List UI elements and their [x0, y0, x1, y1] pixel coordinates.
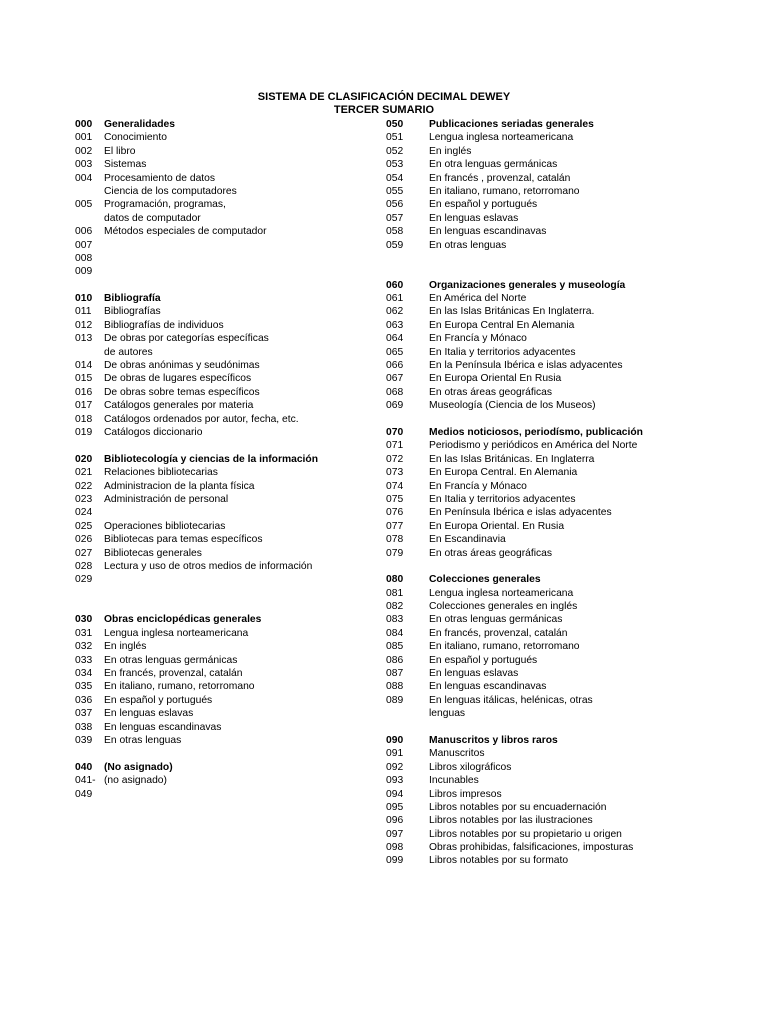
dewey-description: En Italia y territorios adyacentes: [429, 493, 576, 505]
dewey-description: En italiano, rumano, retorromano: [429, 185, 580, 197]
dewey-description: Libros xilográficos: [429, 761, 512, 773]
dewey-code: 004: [75, 172, 93, 184]
dewey-description: En Europa Oriental. En Rusia: [429, 520, 565, 532]
dewey-code: 041-: [75, 775, 96, 787]
dewey-description: Libros impresos: [429, 788, 502, 800]
dewey-description: Bibliografía: [104, 293, 161, 305]
dewey-code: 005: [75, 199, 93, 211]
dewey-code: 096: [386, 815, 404, 827]
dewey-code: 058: [386, 226, 404, 238]
dewey-description: Bibliografías: [104, 306, 161, 318]
dewey-description: En otras áreas geográficas: [429, 386, 553, 398]
dewey-code: 027: [75, 547, 93, 559]
dewey-code: 062: [386, 306, 404, 318]
dewey-code: 022: [75, 480, 93, 492]
dewey-code: 099: [386, 855, 404, 867]
dewey-description: En español y portugués: [104, 694, 213, 706]
dewey-code: 040: [75, 761, 93, 773]
dewey-code: 023: [75, 493, 93, 505]
dewey-description: Bibliotecas para temas específicos: [104, 534, 263, 546]
dewey-code: 063: [386, 319, 404, 331]
dewey-code: 018: [75, 413, 93, 425]
dewey-code: 031: [75, 627, 93, 639]
dewey-description: Periodismo y periódicos en América del Norte: [429, 440, 638, 452]
dewey-description: de autores: [104, 346, 153, 358]
dewey-description: (No asignado): [104, 761, 173, 773]
dewey-code: 011: [75, 306, 92, 318]
dewey-code: 088: [386, 681, 404, 693]
dewey-code: 051: [386, 132, 404, 144]
dewey-code: 034: [75, 668, 93, 680]
dewey-code: 015: [75, 373, 93, 385]
dewey-description: En otras lenguas: [104, 734, 182, 746]
dewey-code: 009: [75, 266, 93, 278]
dewey-code: 080: [386, 574, 404, 586]
dewey-code: 014: [75, 360, 93, 372]
dewey-description: Museología (Ciencia de los Museos): [429, 400, 596, 412]
dewey-code: 059: [386, 239, 404, 251]
dewey-description: Bibliotecas generales: [104, 547, 202, 559]
dewey-description: En italiano, rumano, retorromano: [104, 681, 255, 693]
dewey-description: De obras por categorías específicas: [104, 333, 269, 345]
dewey-code: 085: [386, 641, 404, 653]
dewey-description: Libros notables por su propietario u origen: [429, 828, 622, 840]
dewey-code: 065: [386, 346, 404, 358]
dewey-code: 038: [75, 721, 93, 733]
dewey-code: 029: [75, 574, 93, 586]
dewey-code: 037: [75, 708, 93, 720]
dewey-code: 026: [75, 534, 93, 546]
dewey-description: En inglés: [429, 145, 472, 157]
dewey-code: 008: [75, 252, 93, 264]
dewey-code: 084: [386, 627, 404, 639]
dewey-description: Medios noticiosos, periodísmo, publicación: [429, 426, 643, 438]
dewey-code: 010: [75, 293, 93, 305]
dewey-code: 076: [386, 507, 404, 519]
dewey-code: 095: [386, 801, 404, 813]
dewey-code: 003: [75, 159, 93, 171]
dewey-code: 020: [75, 453, 93, 465]
dewey-code: 068: [386, 386, 404, 398]
dewey-code: 064: [386, 333, 404, 345]
dewey-description: En lenguas eslavas: [104, 708, 194, 720]
dewey-description: De obras sobre temas específicos: [104, 386, 260, 398]
dewey-description: En América del Norte: [429, 293, 527, 305]
dewey-code: 089: [386, 694, 404, 706]
dewey-code: 006: [75, 226, 93, 238]
dewey-code: 091: [386, 748, 404, 760]
dewey-description: En lenguas eslavas: [429, 212, 519, 224]
dewey-description: Lengua inglesa norteamericana: [104, 627, 249, 639]
dewey-code: 093: [386, 775, 404, 787]
dewey-description: Lengua inglesa norteamericana: [429, 587, 574, 599]
dewey-description: En otras áreas geográficas: [429, 547, 553, 559]
dewey-code: 001: [75, 132, 93, 144]
dewey-description: Lectura y uso de otros medios de información: [104, 560, 313, 572]
dewey-description: En español y portugués: [429, 199, 538, 211]
dewey-description: lenguas: [429, 708, 466, 720]
dewey-description: En lenguas escandinavas: [429, 681, 547, 693]
dewey-code: 002: [75, 145, 93, 157]
dewey-description: En otras lenguas germánicas: [429, 614, 563, 626]
dewey-code: 090: [386, 734, 404, 746]
dewey-description: En Francía y Mónaco: [429, 480, 527, 492]
dewey-description: Organizaciones generales y museología: [429, 279, 626, 291]
dewey-description: En lenguas eslavas: [429, 668, 519, 680]
dewey-code: 021: [75, 467, 93, 479]
dewey-description: Operaciones bibliotecarias: [104, 520, 226, 532]
dewey-description: Relaciones bibliotecarias: [104, 467, 218, 479]
dewey-code: 077: [386, 520, 404, 532]
dewey-description: Libros notables por las ilustraciones: [429, 815, 593, 827]
dewey-code: 073: [386, 467, 404, 479]
dewey-code: 035: [75, 681, 93, 693]
dewey-description: En español y portugués: [429, 654, 538, 666]
document-subtitle: TERCER SUMARIO: [333, 104, 435, 116]
dewey-description: Manuscritos: [429, 748, 485, 760]
dewey-code: 082: [386, 601, 404, 613]
dewey-description: En Europa Central En Alemania: [429, 319, 575, 331]
dewey-code: 012: [75, 319, 93, 331]
dewey-code: 074: [386, 480, 404, 492]
dewey-description: Incunables: [429, 775, 479, 787]
dewey-code: 078: [386, 534, 404, 546]
dewey-description: Libros notables por su formato: [429, 855, 569, 867]
dewey-code: 097: [386, 828, 404, 840]
dewey-description: En Europa Central. En Alemania: [429, 467, 578, 479]
dewey-code: 025: [75, 520, 93, 532]
dewey-code: 049: [75, 788, 93, 800]
dewey-code: 079: [386, 547, 404, 559]
dewey-code: 016: [75, 386, 93, 398]
dewey-code: 057: [386, 212, 404, 224]
dewey-description: En inglés: [104, 641, 147, 653]
dewey-code: 094: [386, 788, 404, 800]
dewey-description: Conocimiento: [104, 132, 167, 144]
document-title-block: [0, 91, 768, 117]
dewey-description: Obras enciclopédicas generales: [104, 614, 262, 626]
dewey-code: 070: [386, 426, 404, 438]
dewey-code: 086: [386, 654, 404, 666]
dewey-description: El libro: [104, 145, 136, 157]
dewey-code: 017: [75, 400, 93, 412]
dewey-code: 092: [386, 761, 404, 773]
dewey-description: En Escandinavia: [429, 534, 506, 546]
dewey-description: Ciencia de los computadores: [104, 185, 237, 197]
dewey-description: Bibliografías de individuos: [104, 319, 224, 331]
dewey-description: Colecciones generales: [429, 574, 541, 586]
dewey-code: 069: [386, 400, 404, 412]
dewey-code: 067: [386, 373, 404, 385]
dewey-code: 061: [386, 293, 404, 305]
dewey-description: Administración de personal: [104, 493, 229, 505]
dewey-description: Catálogos diccionario: [104, 426, 203, 438]
dewey-description: Procesamiento de datos: [104, 172, 216, 184]
dewey-description: En Península Ibérica e islas adyacentes: [429, 507, 612, 519]
dewey-description: En las Islas Británicas. En Inglaterra: [429, 453, 595, 465]
dewey-description: Catálogos generales por materia: [104, 400, 254, 412]
dewey-description: De obras anónimas y seudónimas: [104, 360, 260, 372]
dewey-description: Publicaciones seriadas generales: [429, 119, 594, 130]
dewey-description: Bibliotecología y ciencias de la información: [104, 453, 319, 465]
dewey-description: Sistemas: [104, 159, 147, 171]
dewey-code: 028: [75, 560, 93, 572]
dewey-description: Métodos especiales de computador: [104, 226, 267, 238]
dewey-description: En lenguas escandinavas: [429, 226, 547, 238]
dewey-code: 039: [75, 734, 93, 746]
dewey-description: Colecciones generales en inglés: [429, 601, 578, 613]
dewey-code: 033: [75, 654, 93, 666]
dewey-description: En lenguas itálicas, helénicas, otras: [429, 694, 593, 706]
dewey-description: En las Islas Británicas En Inglaterra.: [429, 306, 595, 318]
dewey-description: En Europa Oriental En Rusia: [429, 373, 562, 385]
dewey-description: Lengua inglesa norteamericana: [429, 132, 574, 144]
dewey-description: En francés , provenzal, catalán: [429, 172, 571, 184]
dewey-description: Libros notables por su encuadernación: [429, 801, 607, 813]
dewey-description: Generalidades: [104, 119, 175, 130]
dewey-description: En Francía y Mónaco: [429, 333, 527, 345]
dewey-code: 007: [75, 239, 93, 251]
dewey-description: Programación, programas,: [104, 199, 226, 211]
dewey-description: En italiano, rumano, retorromano: [429, 641, 580, 653]
dewey-code: 019: [75, 426, 93, 438]
dewey-description: En Italia y territorios adyacentes: [429, 346, 576, 358]
dewey-code: 087: [386, 668, 404, 680]
dewey-code: 055: [386, 185, 404, 197]
dewey-code: 013: [75, 333, 93, 345]
dewey-code: 024: [75, 507, 93, 519]
dewey-description: Manuscritos y libros raros: [429, 734, 558, 746]
dewey-code: 050: [386, 119, 404, 130]
dewey-code: 052: [386, 145, 404, 157]
dewey-description: Catálogos ordenados por autor, fecha, etc.: [104, 413, 299, 425]
dewey-description: En francés, provenzal, catalán: [429, 627, 568, 639]
dewey-description: En la Península Ibérica e islas adyacentes: [429, 360, 623, 372]
dewey-code: 056: [386, 199, 404, 211]
dewey-code: 075: [386, 493, 404, 505]
dewey-code: 066: [386, 360, 404, 372]
dewey-code: 036: [75, 694, 93, 706]
dewey-description: En otra lenguas germánicas: [429, 159, 558, 171]
dewey-description: Administracion de la planta física: [104, 480, 255, 492]
dewey-description: datos de computador: [104, 212, 201, 224]
dewey-code: 098: [386, 842, 404, 854]
dewey-code: 054: [386, 172, 404, 184]
dewey-code: 053: [386, 159, 404, 171]
dewey-code: 000: [75, 119, 93, 130]
dewey-description: Obras prohibidas, falsificaciones, imposturas: [429, 842, 634, 854]
dewey-description: (no asignado): [104, 775, 167, 787]
dewey-code: 030: [75, 614, 93, 626]
dewey-description: En francés, provenzal, catalán: [104, 668, 243, 680]
dewey-code: 060: [386, 279, 404, 291]
dewey-code: 071: [386, 440, 404, 452]
dewey-description: En otras lenguas: [429, 239, 507, 251]
dewey-description: De obras de lugares específicos: [104, 373, 252, 385]
dewey-description: En lenguas escandinavas: [104, 721, 222, 733]
dewey-code: 072: [386, 453, 404, 465]
dewey-description: En otras lenguas germánicas: [104, 654, 238, 666]
dewey-code: 081: [386, 587, 404, 599]
dewey-code: 032: [75, 641, 93, 653]
document-title: SISTEMA DE CLASIFICACIÓN DECIMAL DEWEY: [257, 91, 511, 103]
dewey-code: 083: [386, 614, 404, 626]
